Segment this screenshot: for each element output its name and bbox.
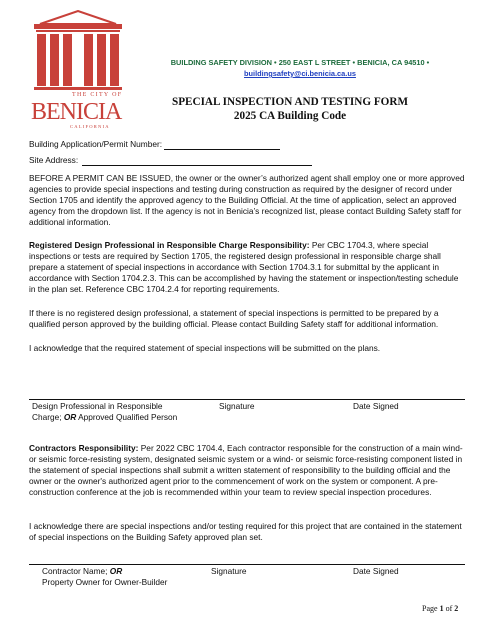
form-title — [140, 95, 440, 123]
division-address: BUILDING SAFETY DIVISION • 250 EAST L STREET • BENICIA, CA 94510 • — [170, 58, 430, 67]
site-address-input[interactable] — [82, 156, 312, 166]
logo-city-name: BENICIA — [31, 99, 122, 125]
signature-line-design-professional[interactable] — [29, 399, 465, 400]
permit-number-input[interactable] — [164, 140, 280, 150]
contractor-name-label — [42, 566, 167, 587]
paragraph-permit-requirement: BEFORE A PERMIT CAN BE ISSUED, the owner or the owner’s authorized agent shall employ one or more approved agencies to provide special inspections and testing during construction as required by the designer of record under Section 1705 and identify the approved agency to the Building Official. At the time of application, select an approved agency from the dropdown list. If the agency is not in Benicia’s recognized list, please contact Building Safety staff for additional information. — [29, 173, 465, 227]
site-address-field — [29, 155, 465, 166]
signature-line-contractor[interactable] — [29, 564, 465, 565]
division-email-link[interactable]: buildingsafety@ci.benicia.ca.us — [244, 69, 356, 78]
paragraph-acknowledge-statement: I acknowledge that the required statement of special inspections will be submitted on the plans. — [29, 343, 381, 353]
design-professional-signature-label: Signature — [219, 401, 255, 411]
logo-state: CALIFORNIA — [70, 124, 110, 129]
contractor-responsibility-text: Per 2022 CBC 1704.4, Each contractor responsible for the construction of a main wind- or seismic force-resisting system, designated seismic system or a wind- or seismic force-resisting component listed in the statement of special inspections shall submit a written statement of responsibility to the building official and the owner or the owner's authorized agent prior to the commencement of work on the system or component. A pre-construction conference at the job is recommended within your team to review special inspection procedures. — [29, 443, 463, 497]
design-professional-label-line2: Charge; OR Approved Qualified Person — [32, 411, 178, 422]
paragraph-contractor-responsibility — [29, 443, 465, 498]
site-address-label: Site Address: — [29, 155, 79, 165]
contractor-label-line2: Property Owner for Owner-Builder — [42, 576, 168, 587]
design-professional-text: Per CBC 1704.3, where special inspections or tests are required by Section 1705, the registered design professional in responsible charge shall prepare a statement of special inspections in accordance with Section 1704.3.1 for submittal by the applicant in accordance with Section 1704.2.3. This can be accomplished by having the statement or inspection/testing schedule in the plan set. Reference CBC 1704.2.4 for reporting requirements. — [29, 240, 459, 294]
form-title-code: 2025 CA Building Code — [233, 110, 347, 122]
contractor-responsibility-heading: Contractors Responsibility: — [29, 443, 139, 453]
paragraph-acknowledge-inspections: I acknowledge there are special inspections and/or testing required for this project that are contained in the statement of special inspections on the Building Safety approved plan set. — [29, 521, 462, 542]
logo-the-city-of: THE CITY OF — [72, 92, 123, 98]
design-professional-heading: Registered Design Professional in Responsible Charge Responsibility: — [29, 240, 310, 250]
contractor-signature-label: Signature — [211, 566, 247, 576]
contractor-date-label: Date Signed — [353, 566, 399, 576]
design-professional-name-label — [32, 401, 177, 422]
paragraph-design-professional — [29, 240, 465, 295]
paragraph-qualified-person: If there is no registered design professional, a statement of special inspections is permitted to be prepared by a qualified person approved by the building official. Please contact Building Safety staff for additional information. — [29, 308, 439, 329]
design-professional-label-line1: Design Professional in Responsible — [32, 401, 163, 411]
permit-number-field — [29, 139, 465, 150]
contractor-label-line1: Contractor Name; OR — [42, 566, 123, 576]
design-professional-date-label: Date Signed — [353, 401, 399, 411]
page-number: Page 1 of 2 — [422, 604, 459, 613]
division-header — [140, 57, 460, 79]
permit-number-label: Building Application/Permit Number: — [29, 139, 163, 149]
city-logo — [26, 10, 130, 135]
form-title-main: SPECIAL INSPECTION AND TESTING FORM — [171, 96, 409, 108]
